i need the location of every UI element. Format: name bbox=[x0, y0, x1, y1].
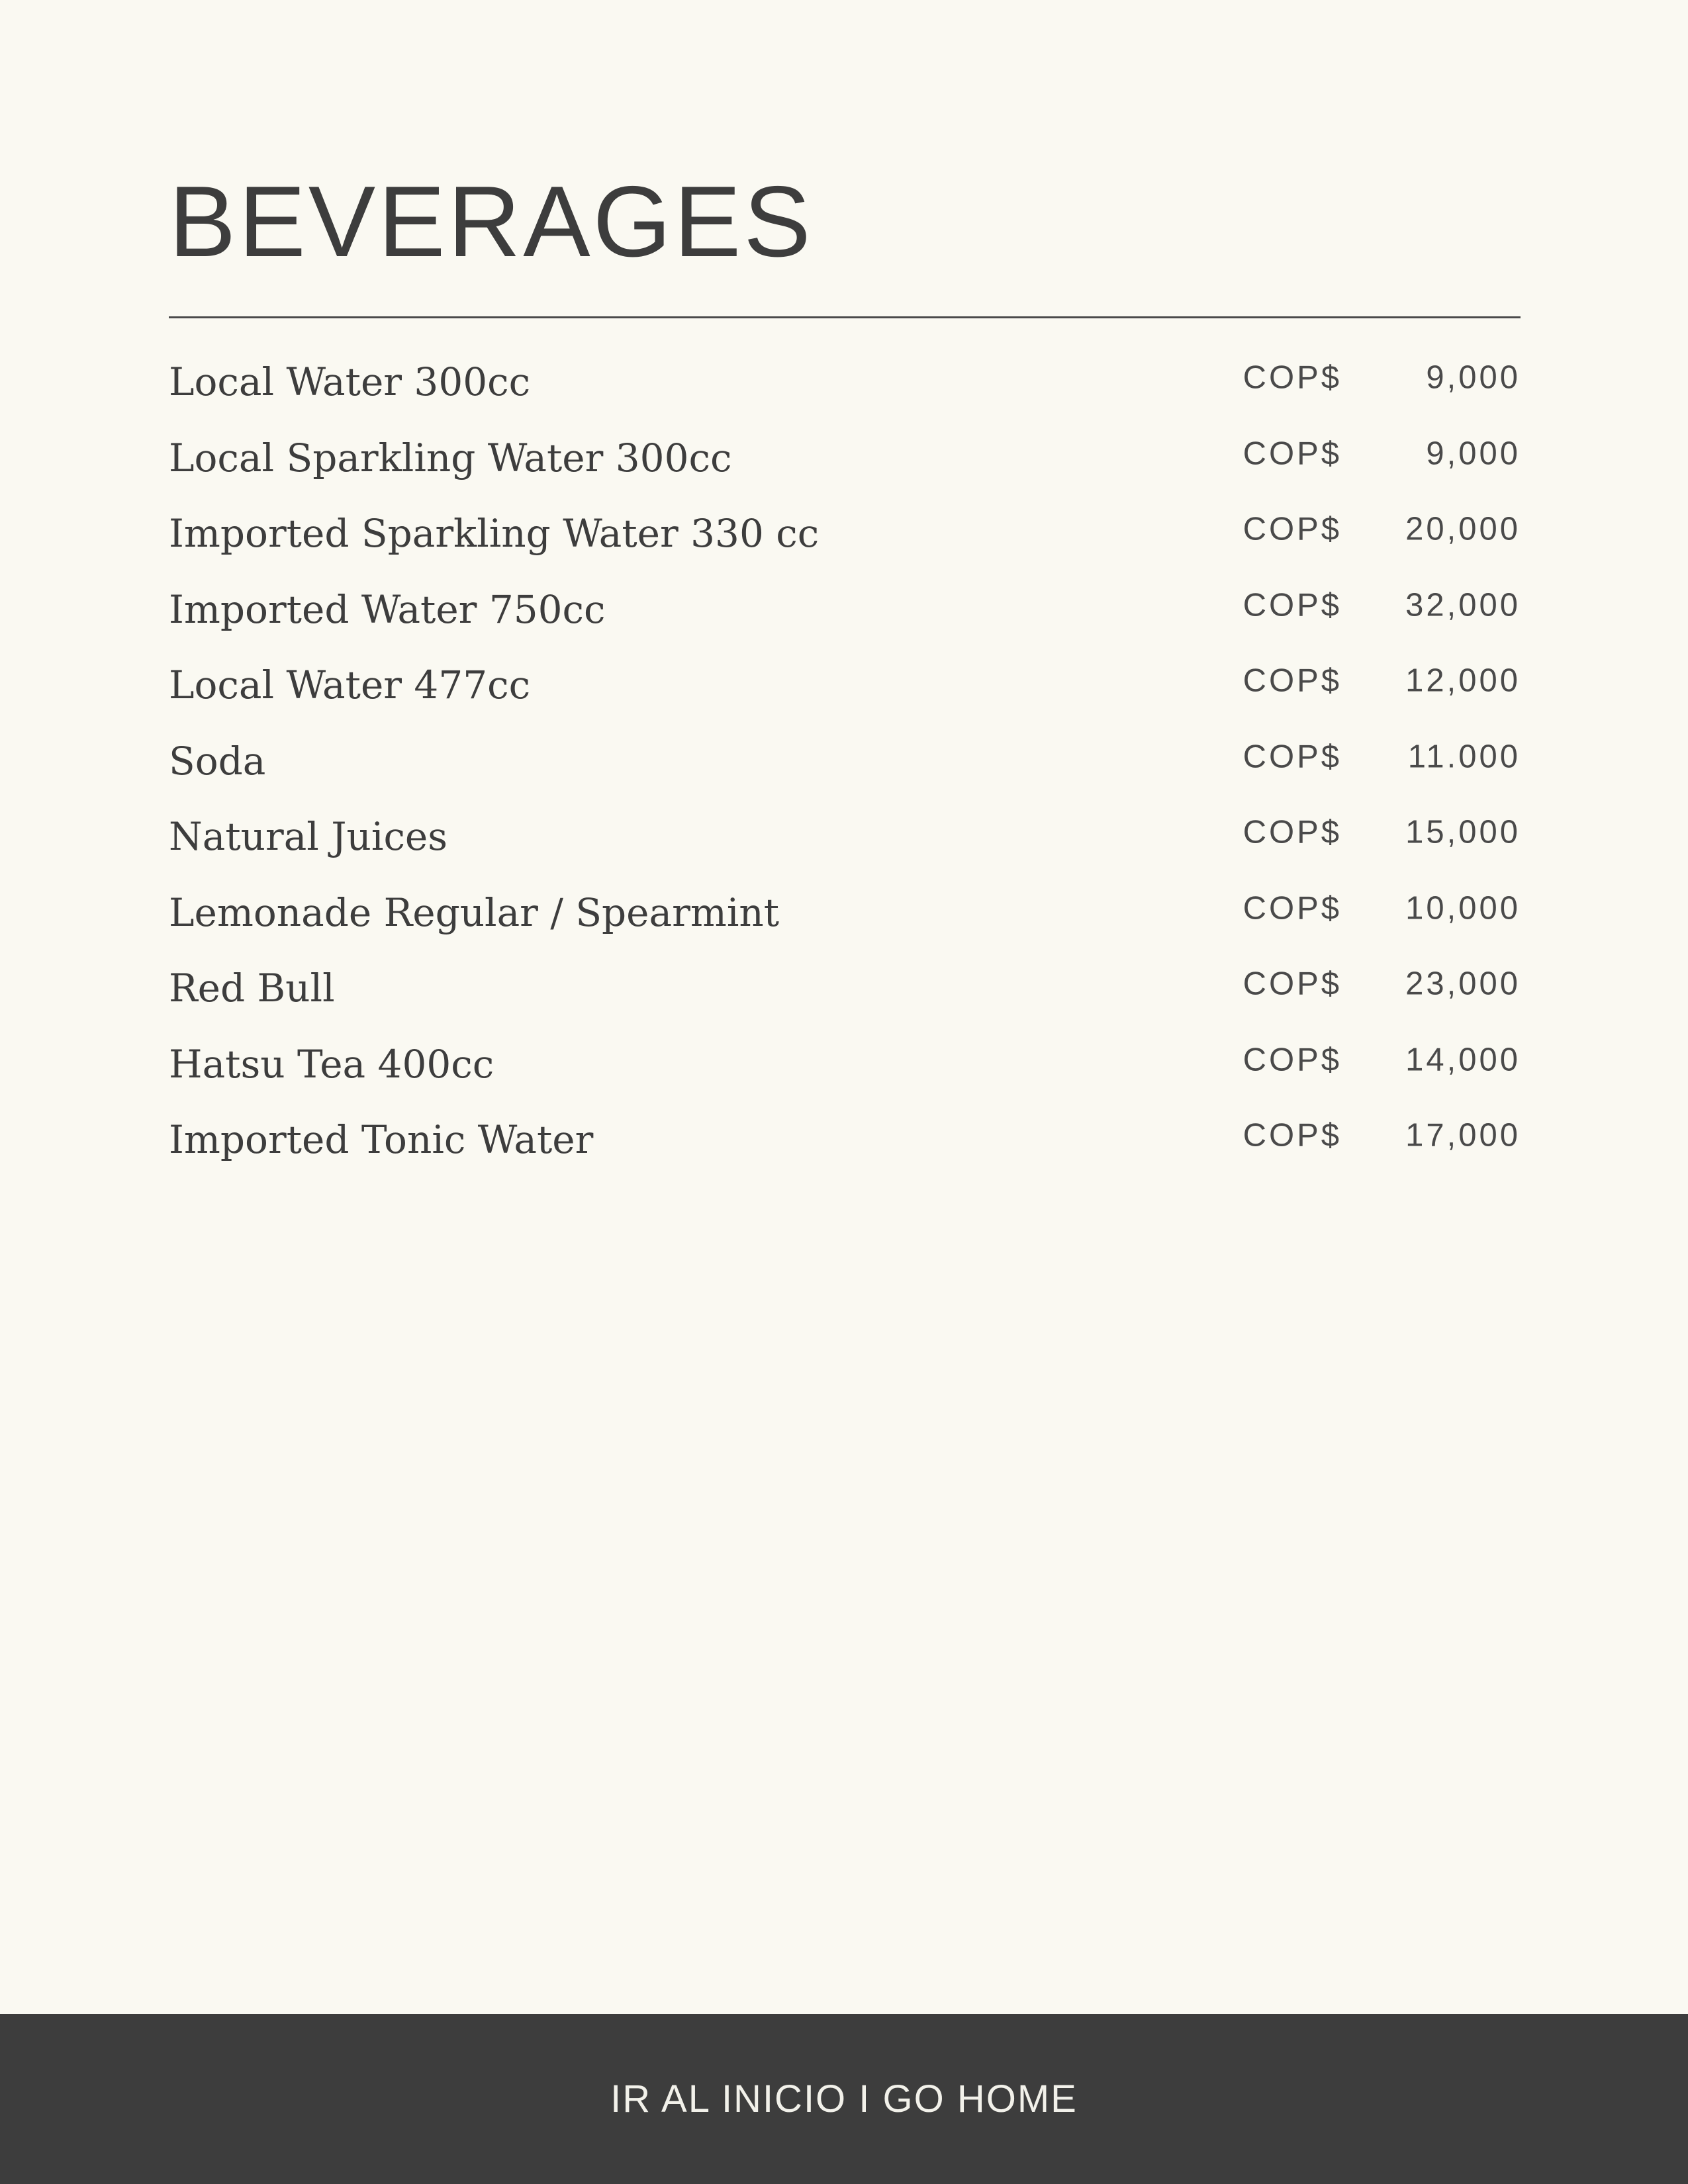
item-name: Red Bull bbox=[169, 966, 335, 1011]
item-name: Local Water 477cc bbox=[169, 662, 531, 708]
item-currency: COP$ bbox=[1243, 739, 1342, 775]
menu-item bbox=[169, 420, 1521, 496]
item-price: 9,000 bbox=[1426, 435, 1521, 472]
item-price: 32,000 bbox=[1405, 587, 1521, 623]
menu-item bbox=[169, 496, 1521, 572]
item-currency: COP$ bbox=[1243, 435, 1342, 472]
item-name: Soda bbox=[169, 738, 266, 784]
item-name: Imported Water 750cc bbox=[169, 586, 606, 632]
beverage-menu-list bbox=[169, 344, 1521, 1178]
item-name: Imported Tonic Water bbox=[169, 1117, 594, 1163]
menu-item bbox=[169, 572, 1521, 648]
menu-item bbox=[169, 799, 1521, 875]
page-title: BEVERAGES bbox=[169, 165, 814, 278]
menu-item bbox=[169, 344, 1521, 420]
menu-item bbox=[169, 875, 1521, 951]
menu-item bbox=[169, 1026, 1521, 1103]
item-name: Lemonade Regular / Spearmint bbox=[169, 889, 780, 935]
item-price: 12,000 bbox=[1405, 662, 1521, 699]
item-currency: COP$ bbox=[1243, 359, 1342, 396]
item-price: 17,000 bbox=[1405, 1117, 1521, 1154]
menu-item bbox=[169, 723, 1521, 799]
item-currency: COP$ bbox=[1243, 890, 1342, 927]
item-price: 23,000 bbox=[1405, 966, 1521, 1002]
item-name: Local Water 300cc bbox=[169, 359, 531, 405]
item-currency: COP$ bbox=[1243, 511, 1342, 547]
title-divider bbox=[169, 316, 1521, 318]
go-home-link[interactable]: IR AL INICIO I GO HOME bbox=[610, 2077, 1078, 2120]
item-name: Hatsu Tea 400cc bbox=[169, 1041, 494, 1087]
item-price: 20,000 bbox=[1405, 511, 1521, 547]
item-currency: COP$ bbox=[1243, 587, 1342, 623]
item-name: Imported Sparkling Water 330 cc bbox=[169, 511, 820, 557]
menu-item bbox=[169, 647, 1521, 723]
menu-item bbox=[169, 950, 1521, 1026]
item-price: 11.000 bbox=[1407, 739, 1521, 775]
item-name: Natural Juices bbox=[169, 814, 448, 860]
item-price: 9,000 bbox=[1426, 359, 1521, 396]
item-price: 14,000 bbox=[1405, 1042, 1521, 1078]
item-price: 15,000 bbox=[1405, 814, 1521, 850]
item-currency: COP$ bbox=[1243, 662, 1342, 699]
item-currency: COP$ bbox=[1243, 1117, 1342, 1154]
menu-item bbox=[169, 1102, 1521, 1178]
item-currency: COP$ bbox=[1243, 966, 1342, 1002]
item-currency: COP$ bbox=[1243, 1042, 1342, 1078]
footer-bar bbox=[0, 2014, 1688, 2184]
item-currency: COP$ bbox=[1243, 814, 1342, 850]
item-name: Local Sparkling Water 300cc bbox=[169, 435, 732, 480]
item-price: 10,000 bbox=[1405, 890, 1521, 927]
